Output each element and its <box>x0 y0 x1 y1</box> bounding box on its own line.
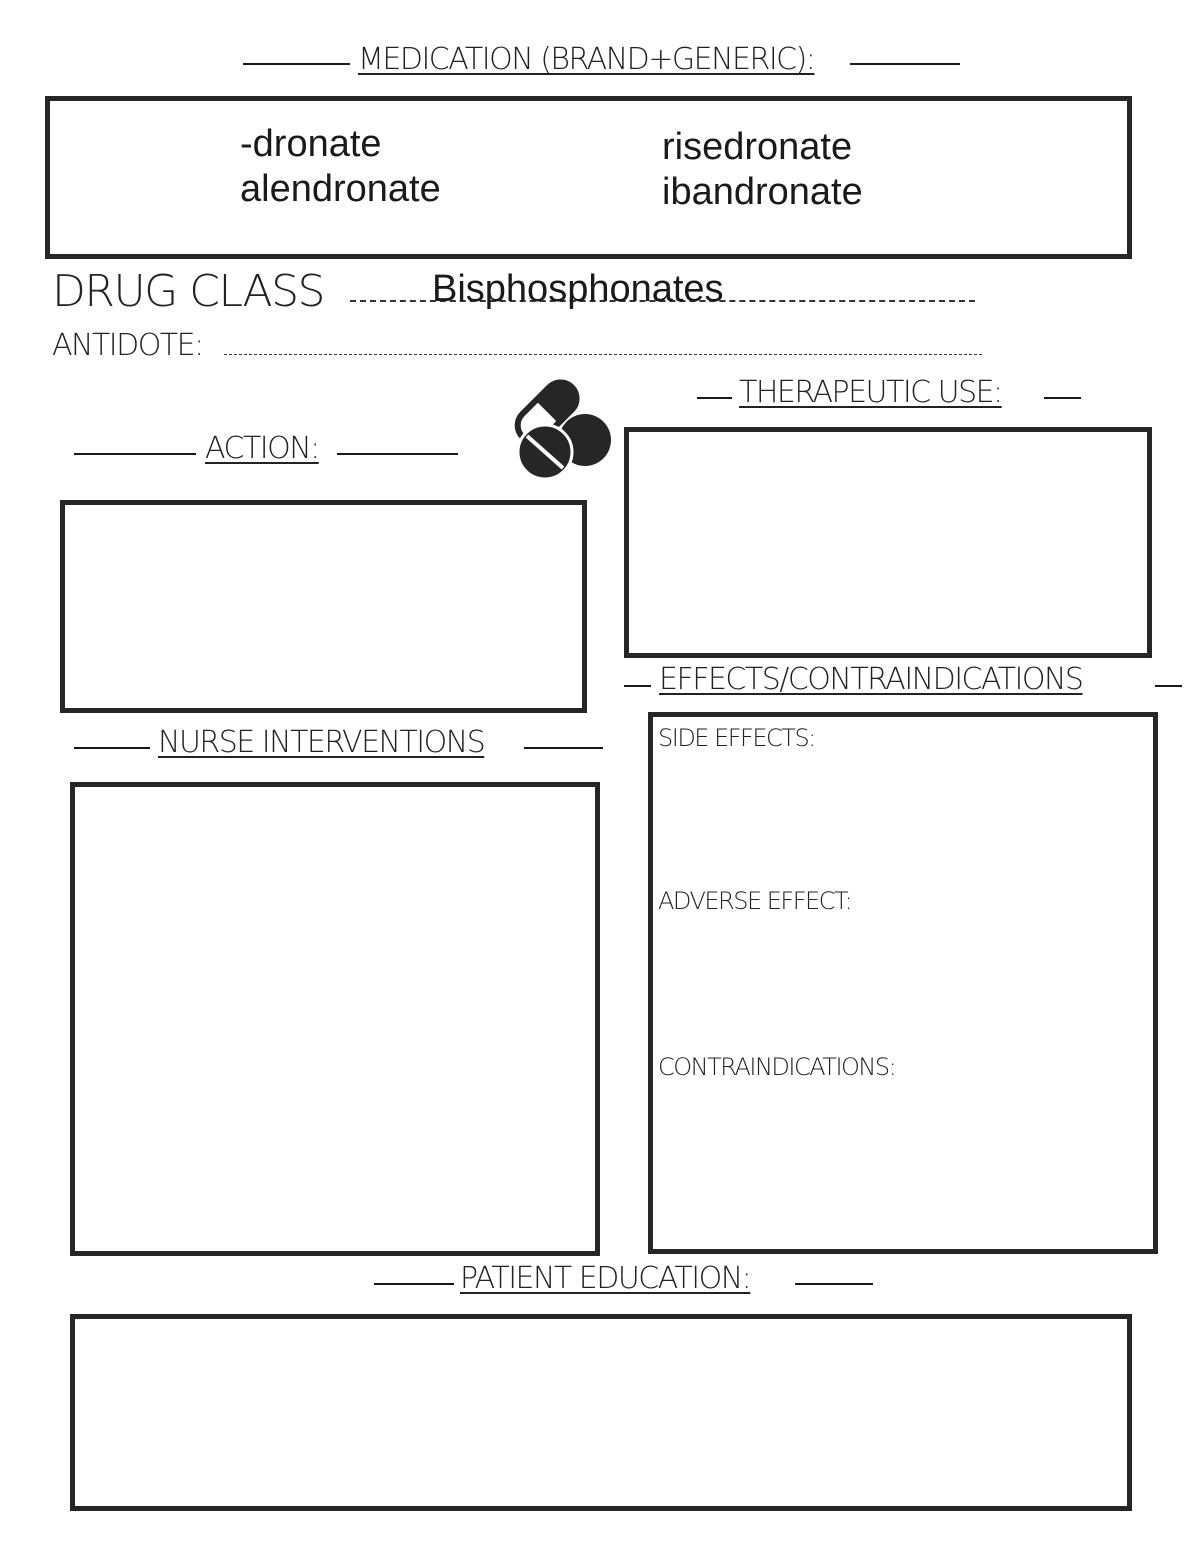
therapeutic-rule-right <box>1044 397 1081 399</box>
therapeutic-use-header: THERAPEUTIC USE: <box>739 375 1002 410</box>
action-rule-left <box>74 453 196 455</box>
patient-rule-left <box>374 1283 454 1285</box>
effects-rule-left <box>624 685 651 687</box>
medication-header-rule-right <box>850 63 960 65</box>
side-effects-label: SIDE EFFECTS: <box>658 724 815 752</box>
medication-header-rule-left <box>243 63 350 65</box>
medication-box[interactable] <box>45 96 1132 259</box>
effects-box[interactable] <box>648 712 1158 1254</box>
antidote-label: ANTIDOTE: <box>52 328 203 363</box>
patient-education-box[interactable] <box>70 1314 1132 1511</box>
medication-header: MEDICATION (BRAND+GENERIC): <box>358 42 815 77</box>
nurse-rule-right <box>524 747 603 749</box>
patient-rule-right <box>795 1283 873 1285</box>
medication-name-1: -dronate <box>240 123 382 165</box>
nurse-rule-left <box>74 747 150 749</box>
therapeutic-use-box[interactable] <box>624 427 1152 658</box>
effects-rule-right <box>1155 685 1182 687</box>
medication-name-2: alendronate <box>240 168 441 210</box>
antidote-line[interactable] <box>224 354 982 355</box>
action-rule-right <box>337 453 458 455</box>
patient-education-header: PATIENT EDUCATION: <box>460 1261 751 1296</box>
drug-class-label: DRUG CLASS <box>52 266 324 317</box>
nurse-interventions-header: NURSE INTERVENTIONS <box>158 725 485 760</box>
pill-capsule-icon <box>505 372 617 484</box>
drug-class-value[interactable]: Bisphosphonates <box>432 268 724 310</box>
action-header: ACTION: <box>205 431 319 466</box>
nurse-interventions-box[interactable] <box>70 782 600 1256</box>
effects-header: EFFECTS/CONTRAINDICATIONS <box>659 662 1083 697</box>
contraindications-label: CONTRAINDICATIONS: <box>658 1053 896 1081</box>
therapeutic-rule-left <box>697 397 732 399</box>
action-box[interactable] <box>60 500 587 713</box>
medication-name-4: ibandronate <box>662 171 863 213</box>
medication-name-3: risedronate <box>662 126 853 168</box>
adverse-effect-label: ADVERSE EFFECT: <box>658 887 852 915</box>
